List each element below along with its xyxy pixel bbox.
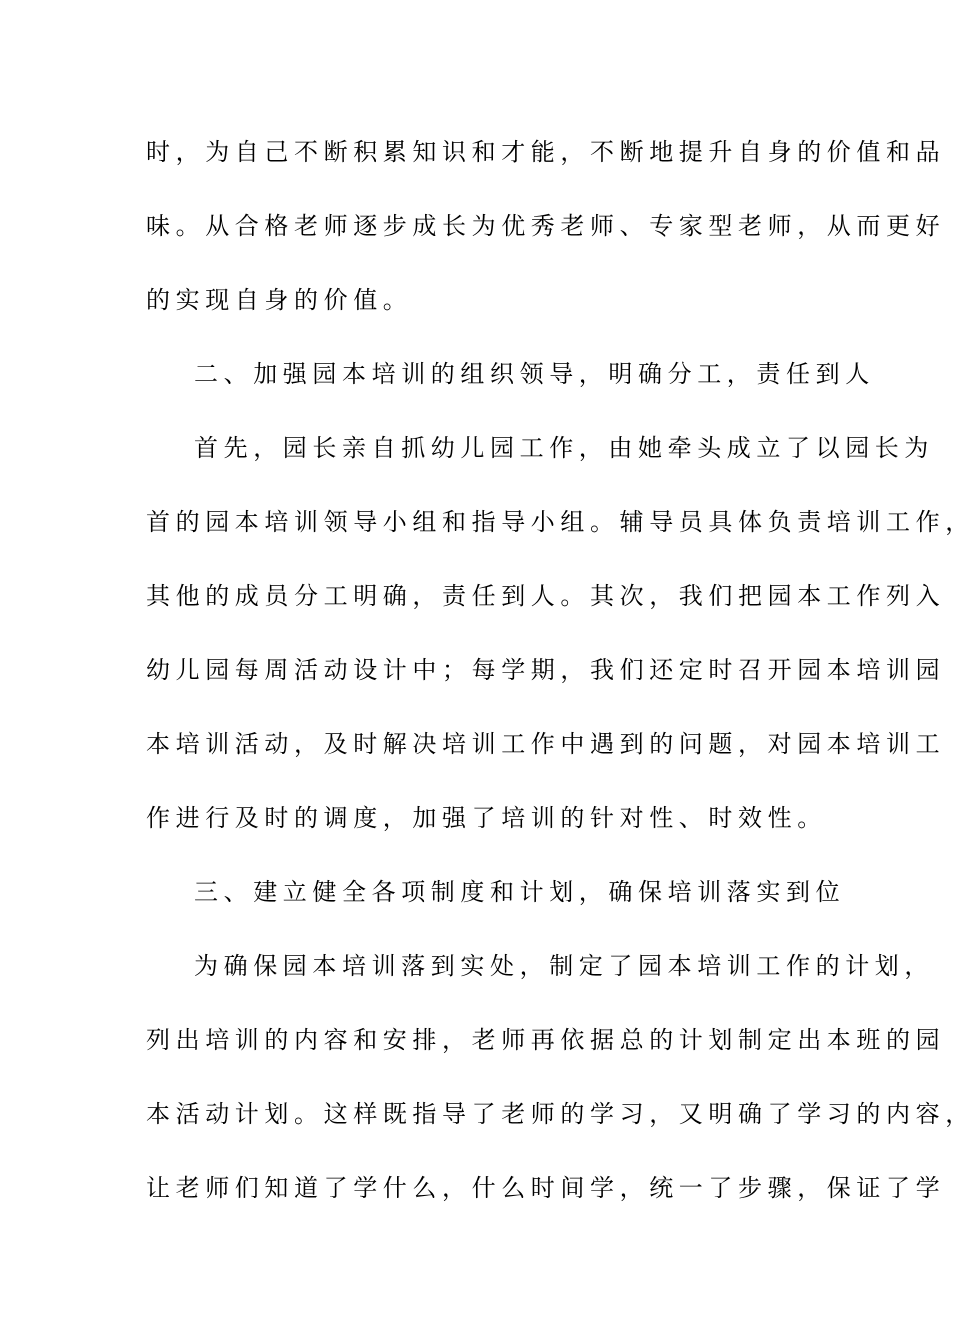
text-line: 时，为自己不断积累知识和才能，不断地提升自身的价值和品: [146, 138, 946, 166]
paragraph-first-line: 首先，园长亲自抓幼儿园工作，由她牵头成立了以园长为: [194, 434, 934, 462]
section-heading: 三、建立健全各项制度和计划，确保培训落实到位: [194, 878, 846, 906]
text-line: 作进行及时的调度，加强了培训的针对性、时效性。: [146, 804, 827, 832]
text-line: 本活动计划。这样既指导了老师的学习，又明确了学习的内容，: [146, 1100, 975, 1128]
text-line: 首的园本培训领导小组和指导小组。辅导员具体负责培训工作，: [146, 508, 975, 536]
text-line: 列出培训的内容和安排，老师再依据总的计划制定出本班的园: [146, 1026, 946, 1054]
text-line: 味。从合格老师逐步成长为优秀老师、专家型老师，从而更好: [146, 212, 946, 240]
section-heading: 二、加强园本培训的组织领导，明确分工，责任到人: [194, 360, 875, 388]
text-line: 幼儿园每周活动设计中；每学期，我们还定时召开园本培训园: [146, 656, 946, 684]
text-line: 的实现自身的价值。: [146, 286, 413, 314]
text-line: 其他的成员分工明确，责任到人。其次，我们把园本工作列入: [146, 582, 946, 610]
text-line: 让老师们知道了学什么，什么时间学，统一了步骤，保证了学: [146, 1174, 946, 1202]
text-line: 本培训活动，及时解决培训工作中遇到的问题，对园本培训工: [146, 730, 946, 758]
paragraph-first-line: 为确保园本培训落到实处，制定了园本培训工作的计划，: [194, 952, 934, 980]
